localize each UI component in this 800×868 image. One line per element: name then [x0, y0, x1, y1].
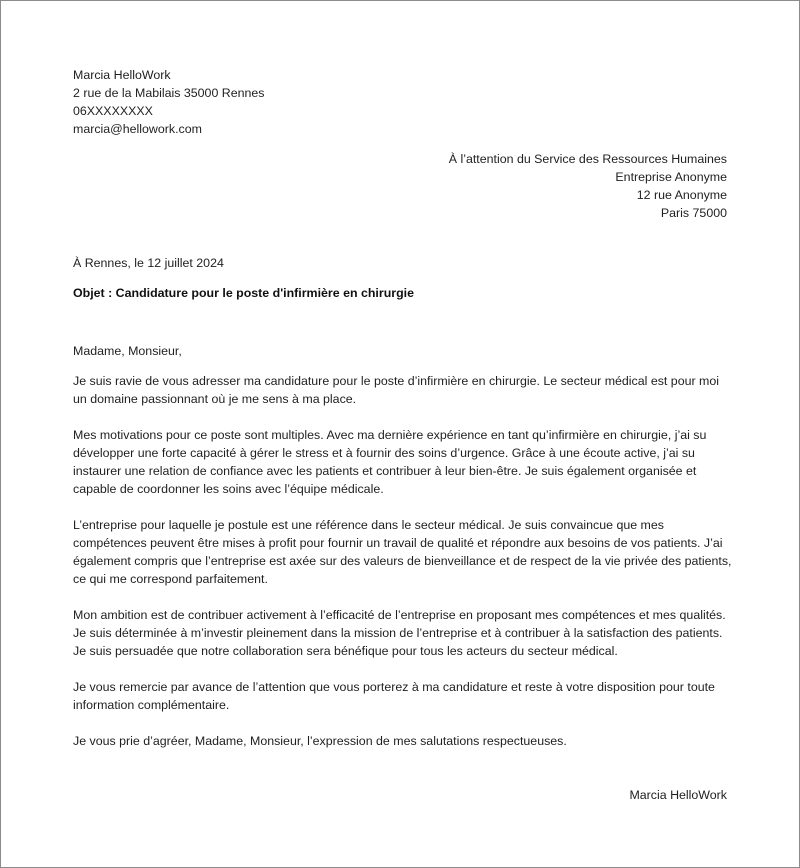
- salutation: Madame, Monsieur,: [73, 344, 182, 358]
- body-paragraph-1: Je suis ravie de vous adresser ma candidature pour le poste d’infirmière en chirurgie. Le secteur médical est pour moi un domaine passionnant où je me sens à ma place.: [73, 374, 720, 406]
- recipient-street: 12 rue Anonyme: [636, 188, 727, 202]
- recipient-block: [449, 150, 727, 222]
- closing-formula: Je vous prie d’agréer, Madame, Monsieur, l’expression de mes salutations respectueuses.: [73, 734, 567, 748]
- sender-email: marcia@hellowork.com: [73, 122, 202, 136]
- recipient-attention: À l’attention du Service des Ressources Humaines: [448, 152, 727, 166]
- signature: Marcia HelloWork: [629, 788, 727, 802]
- sender-phone: 06XXXXXXXX: [73, 104, 153, 118]
- place-date: À Rennes, le 12 juillet 2024: [73, 256, 224, 270]
- sender-address: 2 rue de la Mabilais 35000 Rennes: [73, 86, 265, 100]
- letter-subject: Objet : Candidature pour le poste d'infirmière en chirurgie: [73, 286, 414, 300]
- body-paragraph-3: L’entreprise pour laquelle je postule est une référence dans le secteur médical. Je suis convaincue que mes compétences peuvent être mises à profit pour fournir un travail de qualité et répondre aux besoins de vos patients. J’ai également compris que l’entreprise est axée sur des valeurs de bienveillance et de respect de la vie privée des patients, ce qui me correspond parfaitement.: [73, 518, 732, 586]
- body-paragraph-5: Je vous remercie par avance de l’attention que vous porterez à ma candidature et reste à votre disposition pour toute information complémentaire.: [73, 680, 715, 712]
- recipient-city: Paris 75000: [660, 206, 727, 220]
- sender-name: Marcia HelloWork: [73, 68, 171, 82]
- recipient-company: Entreprise Anonyme: [615, 170, 727, 184]
- body-paragraph-2: Mes motivations pour ce poste sont multiples. Avec ma dernière expérience en tant qu’infirmière en chirurgie, j’ai su développer une forte capacité à gérer le stress et à fournir des soins d’urgence. Grâce à une écoute active, j’ai su instaurer une relation de confiance avec les patients et contribuer à leur bien-être. Je suis également organisée et capable de coordonner les soins avec l’équipe médicale.: [73, 428, 707, 496]
- body-paragraph-4: Mon ambition est de contribuer activement à l’efficacité de l’entreprise en proposant mes compétences et mes qualités. Je suis déterminée à m’investir pleinement dans la mission de l’entreprise et à contribuer à la satisfaction des patients. Je suis persuadée que notre collaboration sera bénéfique pour tous les acteurs du secteur médical.: [73, 608, 726, 658]
- sender-block: [73, 66, 265, 138]
